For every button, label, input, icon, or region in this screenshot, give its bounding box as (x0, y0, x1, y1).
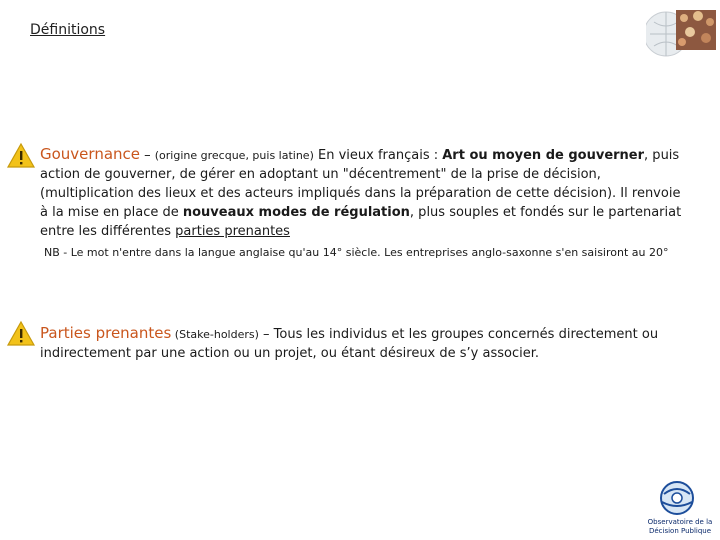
highlight-art: Art ou moyen de gouverner (442, 148, 645, 163)
term-parties-prenantes: Parties prenantes (40, 324, 172, 342)
warning-icon (6, 142, 36, 170)
historical-note: NB - Le mot n'entre dans la langue anglaise qu'au 14° siècle. Les entreprises anglo-saxonne s'en saisiront au 20° (44, 246, 669, 259)
definition-parties-prenantes: Parties prenantes (Stake-holders) – Tous les individus et les groupes concernés directement ou indirectement par une action ou un projet, ou étant désireux de s’y associer. (40, 324, 659, 361)
logo-caption: Observatoire de la Décision Publique (647, 518, 713, 535)
highlight-modes: nouveaux modes de régulation (182, 205, 410, 220)
warning-icon (6, 320, 36, 348)
parties-prenantes-link[interactable]: parties prenantes (175, 224, 290, 239)
term-gouvernance: Gouvernance (40, 145, 140, 163)
page-title: Définitions (30, 22, 106, 38)
definition-gouvernance: Gouvernance – (origine grecque, puis latine) En vieux français : Art ou moyen de gouverner, puis action de gouverner, de gérer en adoptant un "décentrement" de la prise de décision, (multiplication des lieux et des acteurs impliqués dans la préparation de cette décision). Il renvoie à la mise en place de nouveaux modes de régulation, plus souples et fondés sur le partenariat entre les différentes parties prenantes (40, 145, 682, 239)
term-origin: (Stake-holders) (171, 328, 259, 341)
term-origin: (origine grecque, puis latine) (154, 149, 314, 162)
globe-image (646, 4, 718, 66)
